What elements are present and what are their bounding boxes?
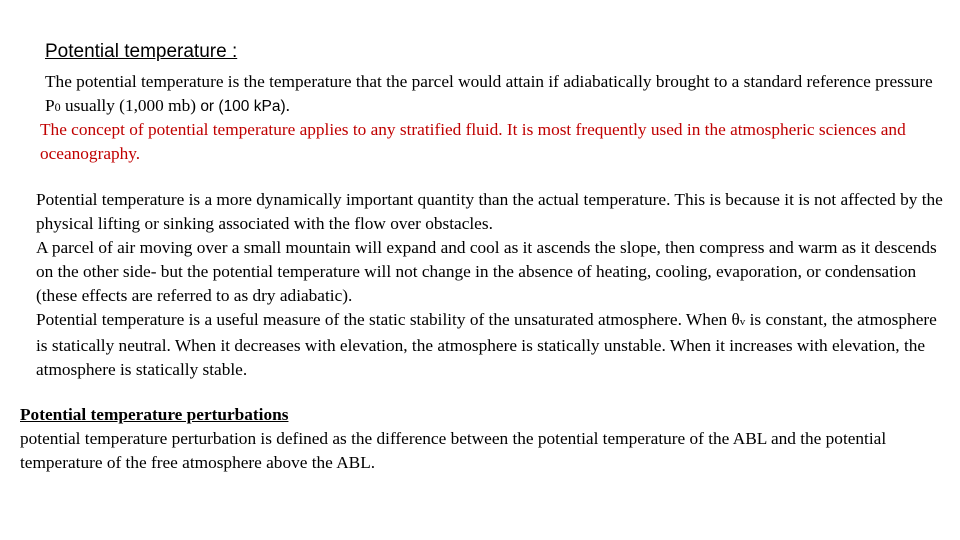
intro-pressure-mb: usually (1,000 mb) <box>60 96 201 115</box>
dynamics-section <box>36 188 946 382</box>
stability-text-cont: is constant, the atmosphere is statically neutral. When it decreases with elevation, the atmosphere is statically unstable. When it increases with elevation, the atmosphere is statically stable. <box>36 310 937 379</box>
perturbations-title: Potential temperature perturbations <box>20 405 289 424</box>
dynamics-paragraph-2: A parcel of air moving over a small mountain will expand and cool as it ascends the slope, then compress and warm as it descends on the other side- but the potential temperature will not change in the absence of heating, cooling, evaporation, or condensation (these effects are referred to as dry adiabatic). <box>36 238 937 305</box>
intro-paragraph <box>45 70 945 119</box>
pressure-subscript: 0 <box>54 100 61 114</box>
theta-subscript: v <box>739 316 746 328</box>
intro-pressure-kpa: or (100 kPa) <box>200 98 286 115</box>
dynamics-paragraph-1: Potential temperature is a more dynamically important quantity than the actual temperature. This is because it is not affected by the physical lifting or sinking associated with the flow over obstacles. <box>36 190 943 233</box>
dynamics-paragraph-3 <box>36 308 946 382</box>
intro-text: The potential temperature is the temperature that the parcel would attain if adiabatically brought to a standard reference pressure P <box>45 72 933 115</box>
intro-period: . <box>285 96 290 115</box>
perturbations-paragraph: potential temperature perturbation is defined as the difference between the potential temperature of the ABL and the potential temperature of the free atmosphere above the ABL. <box>20 429 887 472</box>
stability-text: Potential temperature is a useful measure of the static stability of the unsaturated atmosphere. When θ <box>36 310 740 329</box>
concept-paragraph: The concept of potential temperature applies to any stratified fluid. It is most frequently used in the atmospheric sciences and oceanography. <box>40 120 906 163</box>
slide-heading: Potential temperature : <box>45 41 238 62</box>
